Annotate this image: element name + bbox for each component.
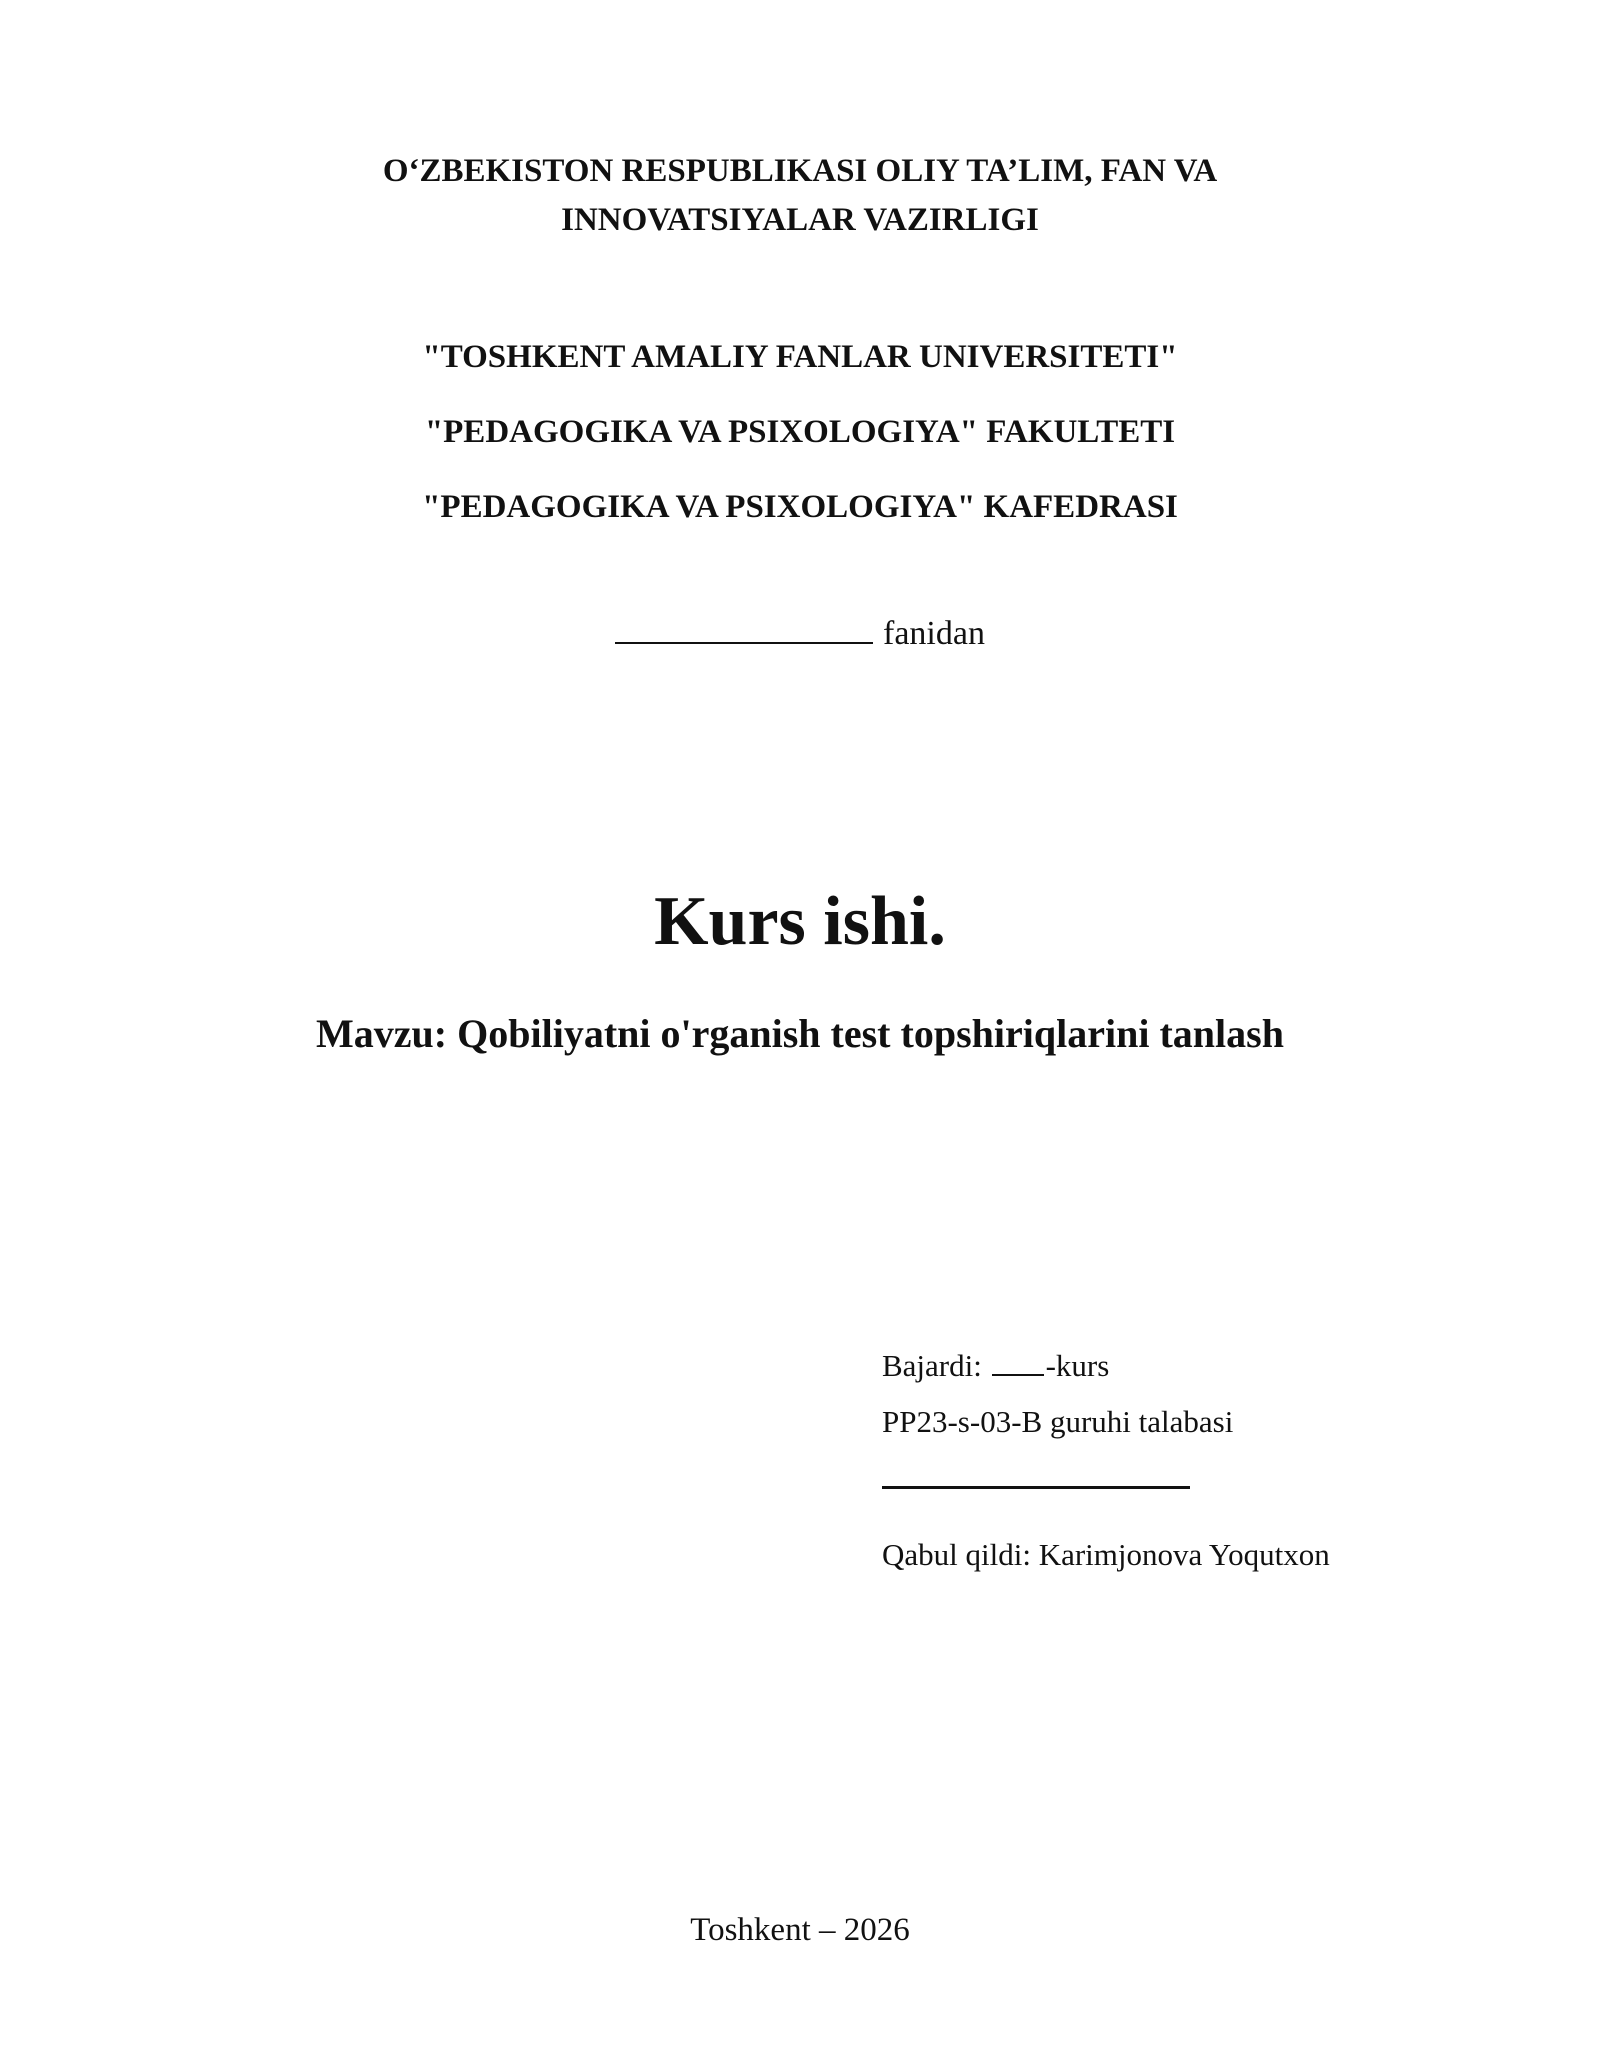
university-name: "TOSHKENT AMALIY FANLAR UNIVERSITETI" [422, 339, 1178, 375]
topic-line: Mavzu: Qobiliyatni o'rganish test topshiriqlarini tanlash [316, 1011, 1284, 1056]
city-year: Toshkent – 2026 [690, 1912, 910, 1948]
department-name: "PEDAGOGIKA VA PSIXOLOGIYA" KAFEDRASI [422, 489, 1178, 525]
document-title: Kurs ishi. [654, 883, 946, 960]
signature-line [882, 1486, 1190, 1489]
faculty-name: "PEDAGOGIKA VA PSIXOLOGIYA" FAKULTETI [424, 414, 1176, 450]
subject-blank [615, 612, 873, 644]
course-suffix: -kurs [1045, 1348, 1110, 1383]
ministry-line-1: O‘ZBEKISTON RESPUBLIKASI OLIY TA’LIM, FAN VA [382, 153, 1218, 189]
ministry-line-2: INNOVATSIYALAR VAZIRLIGI [561, 202, 1039, 238]
performed-by-line [882, 1346, 1109, 1386]
subject-line [0, 612, 1600, 656]
ministry-heading [0, 147, 1600, 245]
group-line: PP23-s-03-B guruhi talabasi [882, 1404, 1234, 1439]
subject-suffix: fanidan [883, 615, 985, 652]
accepted-by-line: Qabul qildi: Karimjonova Yoqutxon [882, 1537, 1330, 1572]
course-blank [992, 1348, 1044, 1376]
performed-label: Bajardi: [882, 1348, 982, 1383]
